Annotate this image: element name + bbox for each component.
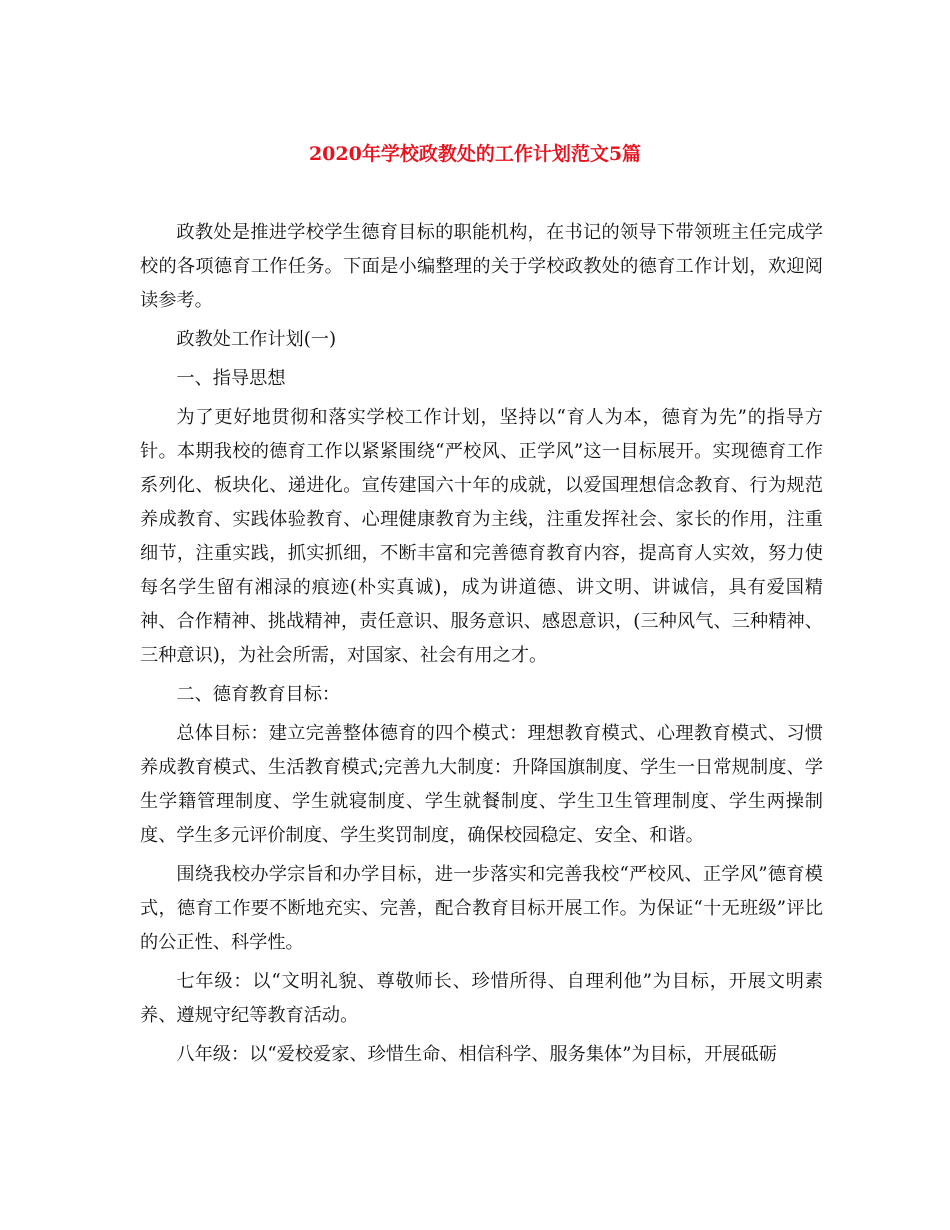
paragraph-intro: 政教处是推进学校学生德育目标的职能机构，在书记的领导下带领班主任完成学校的各项德育工作任务。下面是小编整理的关于学校政教处的德育工作计划，欢迎阅读参考。 [140, 222, 823, 311]
paragraph-overall-goal: 总体目标：建立完善整体德育的四个模式：理想教育模式、心理教育模式、习惯养成教育模式、生活教育模式;完善九大制度：升降国旗制度、学生一日常规制度、学生学籍管理制度、学生就寝制度、学生就餐制度、学生卫生管理制度、学生两操制度、学生多元评价制度、学生奖罚制度，确保校园稳定、安全、和谐。 [140, 723, 823, 846]
section-heading-plan-one: 政教处工作计划(一) [176, 329, 337, 350]
document-body [140, 216, 823, 1077]
paragraph-grade-seven: 七年级：以“文明礼貌、尊敬师长、珍惜所得、自理利他”为目标，开展文明素养、遵规守纪等教育活动。 [140, 971, 823, 1026]
document-title: 2020年学校政教处的工作计划范文5篇 [308, 143, 642, 165]
paragraph-guiding-thought: 为了更好地贯彻和落实学校工作计划，坚持以“育人为本，德育为先”的指导方针。本期我校的德育工作以紧紧围绕“严校风、正学风”这一目标展开。实现德育工作系列化、板块化、递进化。宣传建国六十年的成就，以爱国理想信念教育、行为规范养成教育、实践体验教育、心理健康教育为主线，注重发挥社会、家长的作用，注重细节，注重实践，抓实抓细，不断丰富和完善德育教育内容，提高育人实效，努力使每名学生留有湘渌的痕迹(朴实真诚)，成为讲道德、讲文明、讲诚信，具有爱国精神、合作精神、挑战精神，责任意识、服务意识、感恩意识，(三种风气、三种精神、三种意识)，为社会所需，对国家、社会有用之才。 [140, 407, 823, 666]
section-heading-goals: 二、德育教育目标： [176, 684, 341, 705]
paragraph-school-mode: 围绕我校办学宗旨和办学目标，进一步落实和完善我校“严校风、正学风”德育模式，德育工作要不断地充实、完善，配合教育目标开展工作。为保证“十无班级”评比的公正性、科学性。 [140, 864, 823, 953]
paragraph-grade-eight: 八年级：以“爱校爱家、珍惜生命、相信科学、服务集体”为目标，开展砥砺 [176, 1044, 777, 1065]
section-heading-guiding-thought: 一、指导思想 [176, 368, 286, 389]
